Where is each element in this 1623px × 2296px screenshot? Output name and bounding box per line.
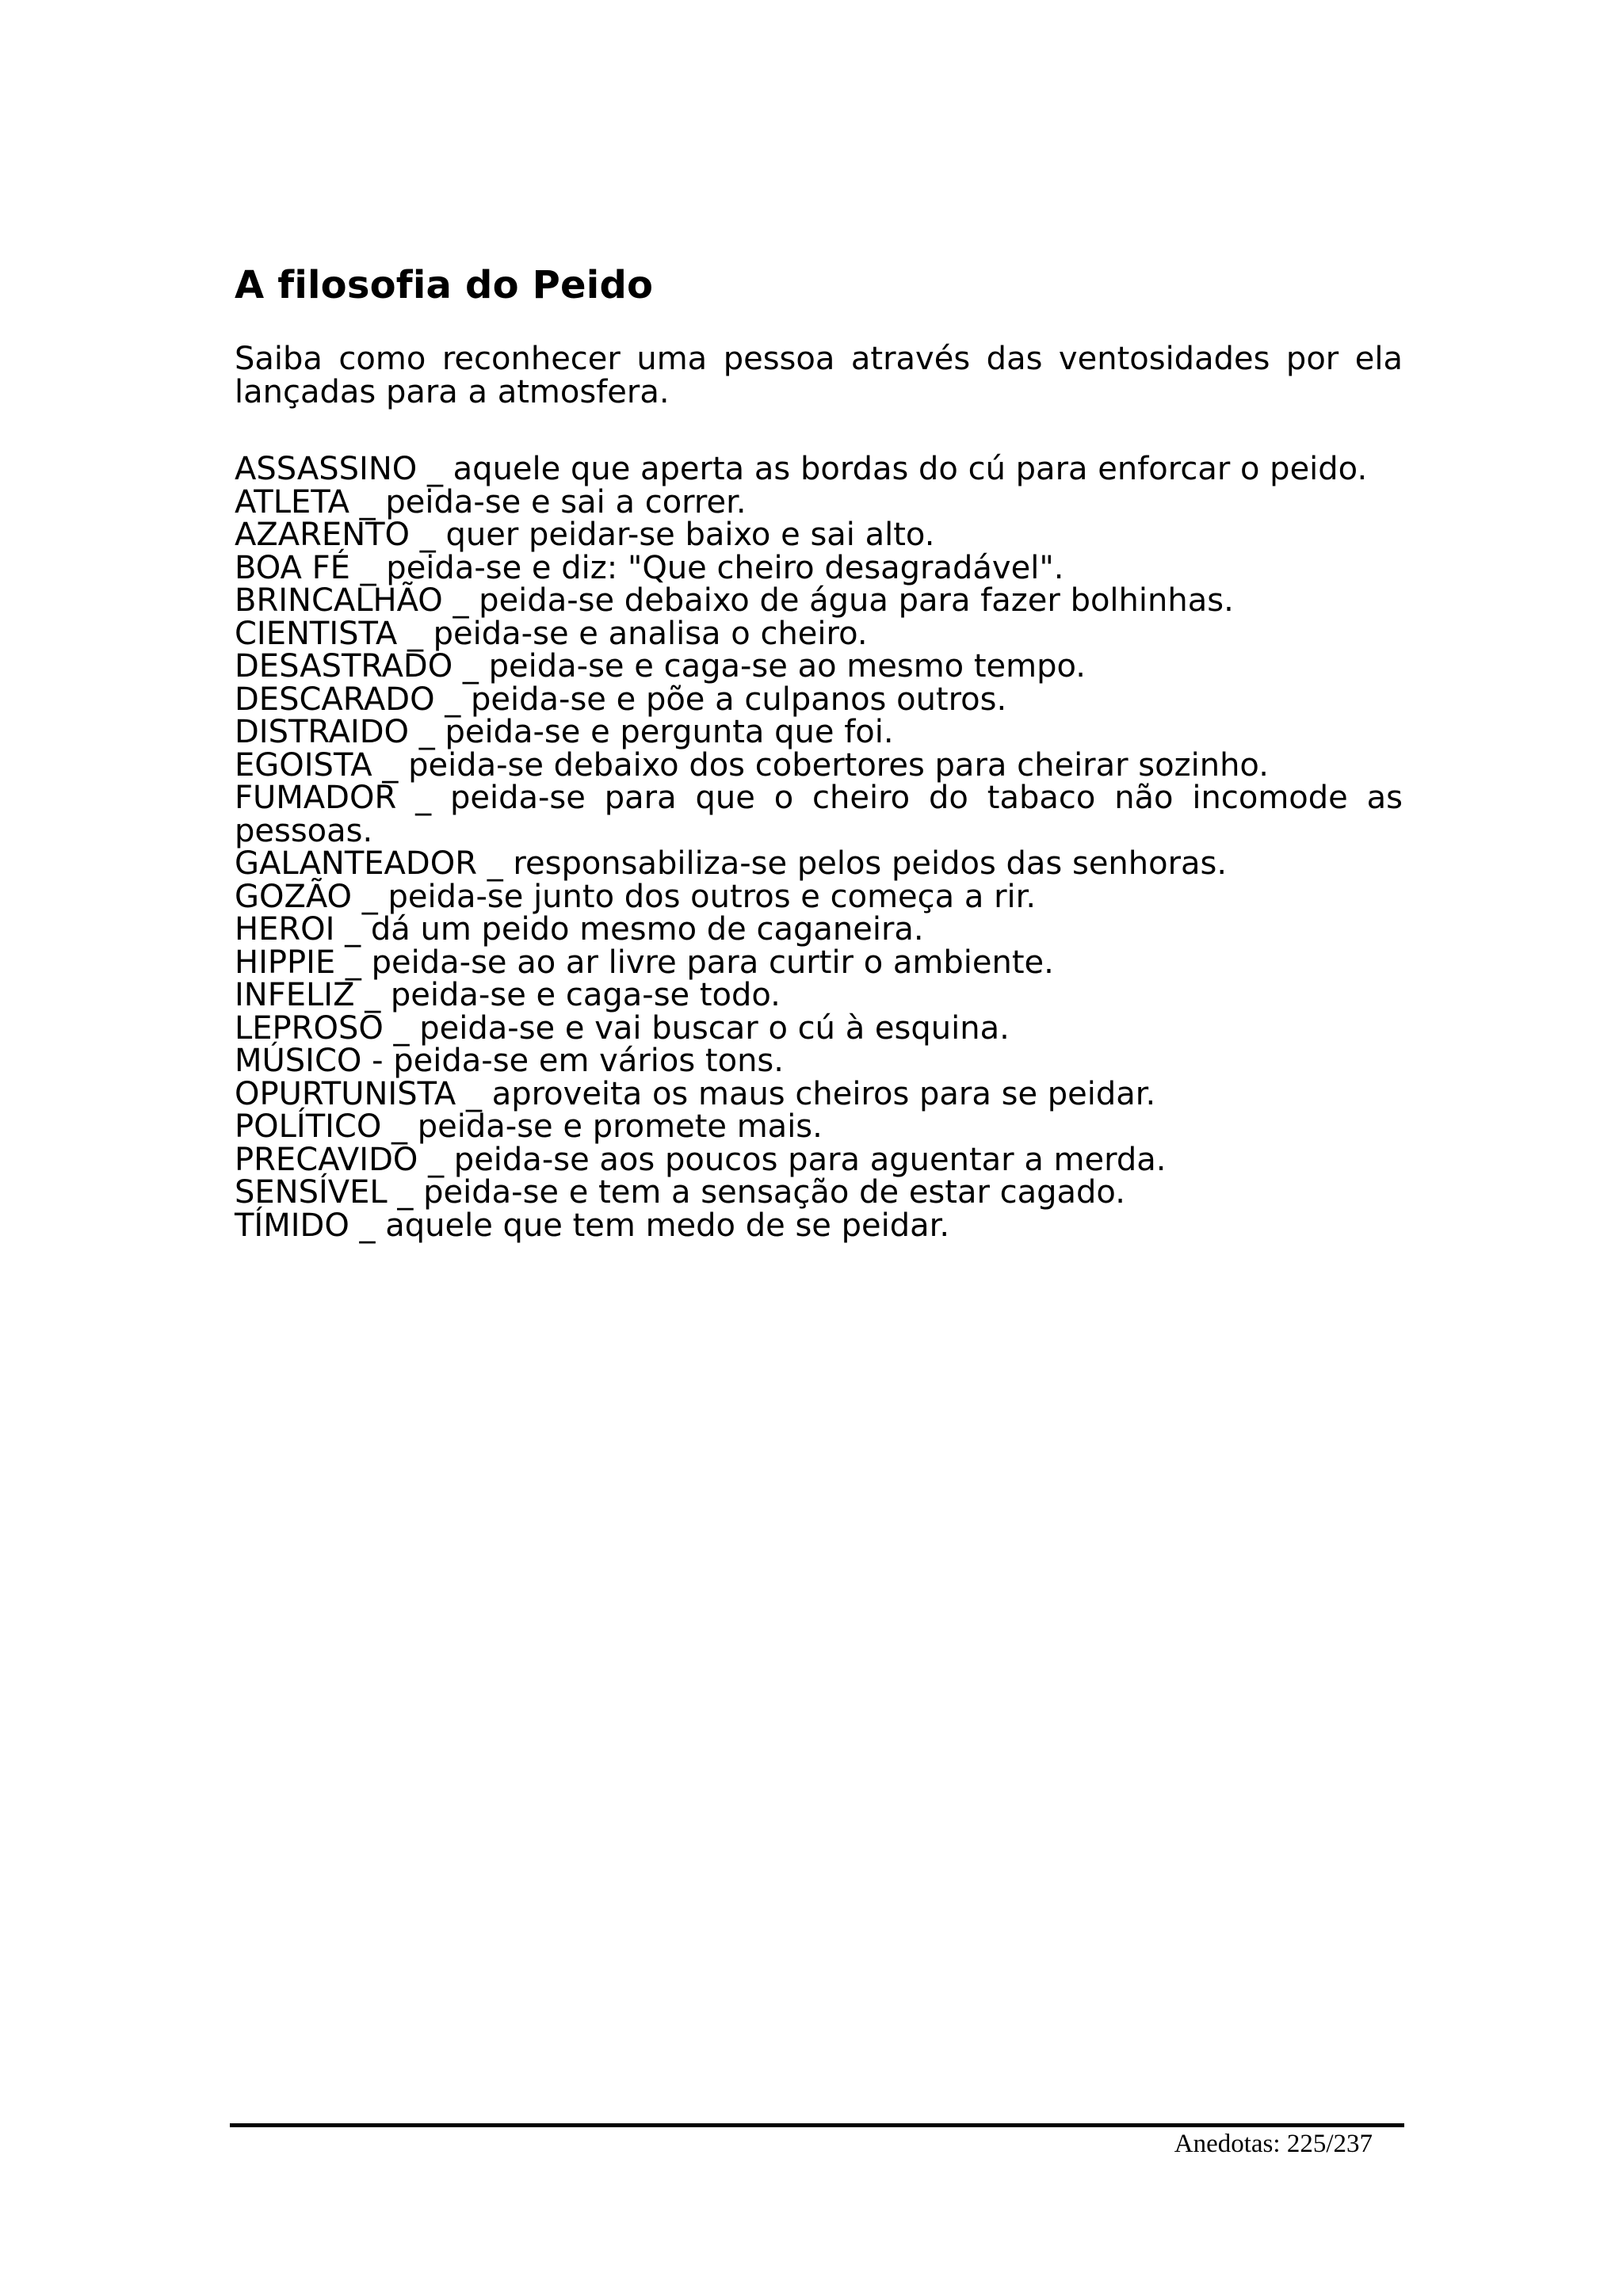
definition-entry: BOA FÉ _ peida-se e diz: "Que cheiro desagradável". (235, 549, 1064, 586)
definition-entry: MÚSICO - peida-se em vários tons. (235, 1043, 784, 1079)
definition-entry: DESCARADO _ peida-se e põe a culpanos outros. (235, 681, 1007, 718)
definition-entry: BRINCALHÃO _ peida-se debaixo de água para fazer bolhinhas. (235, 582, 1234, 619)
definition-entry: FUMADOR _ peida-se para que o cheiro do tabaco não incomode as pessoas. (235, 780, 1403, 849)
definition-entry: HIPPIE _ peida-se ao ar livre para curtir o ambiente. (235, 944, 1054, 981)
definition-entry: TÍMIDO _ aquele que tem medo de se peidar. (235, 1207, 950, 1244)
definition-entry: ASSASSINO _ aquele que aperta as bordas do cú para enforcar o peido. (235, 451, 1368, 487)
page-number: Anedotas: 225/237 (1174, 2130, 1373, 2158)
definition-entry: EGOISTA _ peida-se debaixo dos cobertores para cheirar sozinho. (235, 746, 1269, 784)
definition-entry: DISTRAIDO _ peida-se e pergunta que foi. (235, 714, 894, 750)
intro-paragraph: Saiba como reconhecer uma pessoa através das ventosidades por ela lançadas para a atmosfera. (235, 341, 1403, 410)
definition-entry: GALANTEADOR _ responsabiliza-se pelos peidos das senhoras. (235, 845, 1228, 882)
definition-entry: LEPROSO _ peida-se e vai buscar o cú à esquina. (235, 1009, 1010, 1047)
document-body (235, 258, 1403, 1242)
definition-entry: PRECAVIDO _ peida-se aos poucos para aguentar a merda. (235, 1141, 1167, 1178)
definition-entry: AZARENTO _ quer peidar-se baixo e sai alto. (235, 517, 935, 553)
definition-entry: HEROI _ dá um peido mesmo de caganeira. (235, 911, 924, 948)
definition-entry: GOZÃO _ peida-se junto dos outros e começa a rir. (235, 878, 1037, 915)
document-title: A filosofia do Peido (235, 263, 654, 307)
definition-entry: ATLETA _ peida-se e sai a correr. (235, 483, 747, 521)
definition-list (235, 453, 1403, 1242)
definition-entry: SENSÍVEL _ peida-se e tem a sensação de estar cagado. (235, 1174, 1125, 1211)
definition-entry: CIENTISTA _ peida-se e analisa o cheiro. (235, 615, 868, 652)
definition-entry: DESASTRADO _ peida-se e caga-se ao mesmo tempo. (235, 648, 1086, 685)
definition-entry: INFELIZ _ peida-se e caga-se todo. (235, 977, 781, 1013)
definition-entry: POLÍTICO _ peida-se e promete mais. (235, 1108, 823, 1145)
definition-entry: OPURTUNISTA _ aproveita os maus cheiros para se peidar. (235, 1075, 1156, 1112)
